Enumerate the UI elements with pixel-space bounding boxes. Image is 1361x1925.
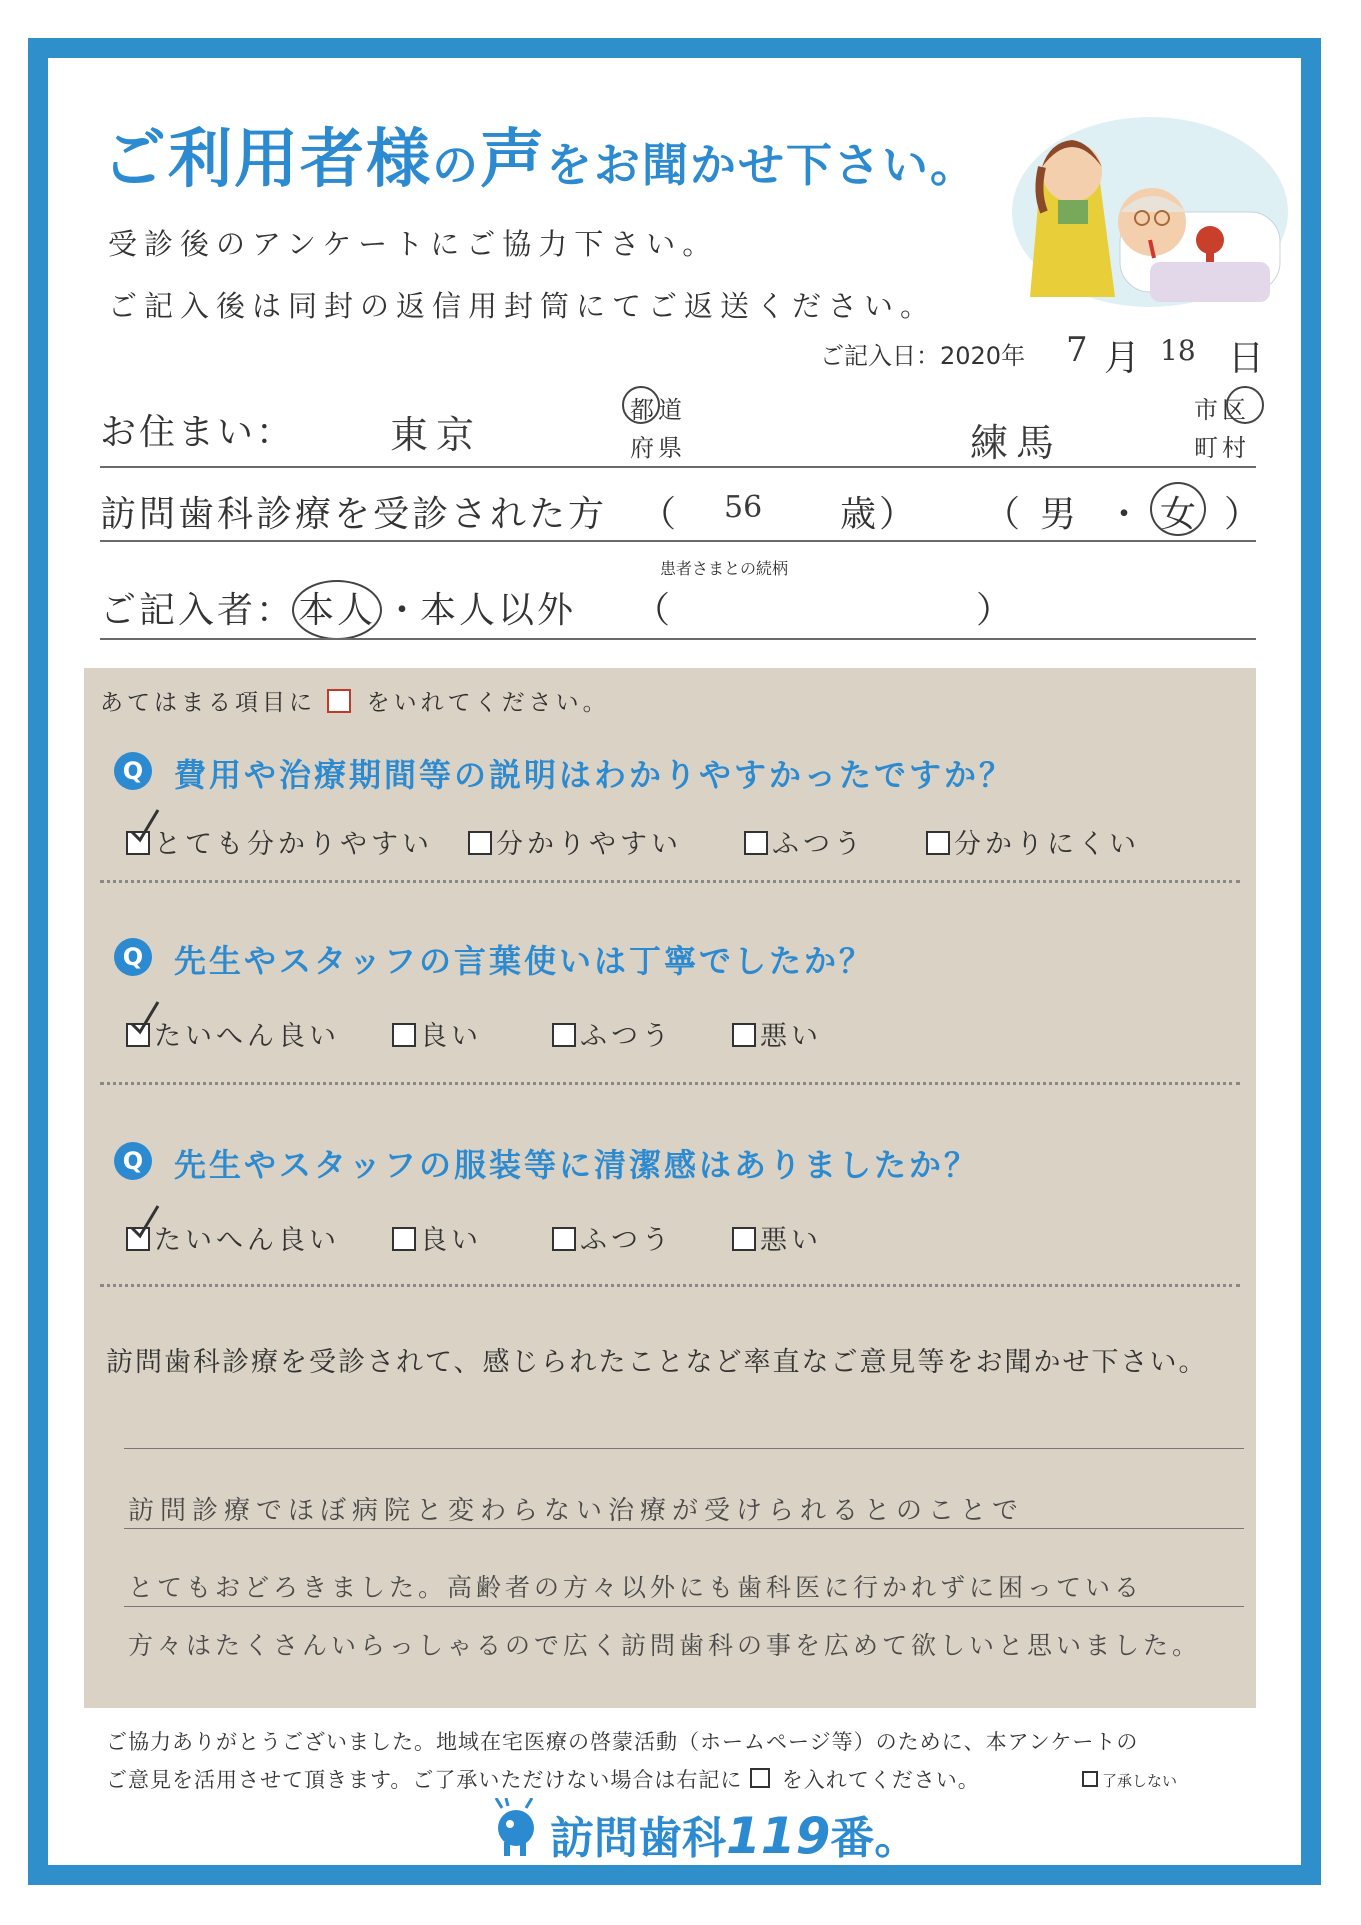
survey-instruction: あてはまる項目に をいれてください。 xyxy=(100,690,610,716)
gender-dot: ・ xyxy=(1106,494,1146,535)
q1-option-4[interactable]: 分かりにくい xyxy=(926,822,1140,861)
writer-dot: ・ xyxy=(384,590,424,631)
patient-rule xyxy=(100,540,1256,542)
q3-option-1[interactable]: たいへん良い xyxy=(126,1218,340,1257)
writer-other: 本人以外 xyxy=(420,590,577,631)
sample-checkbox-icon xyxy=(327,689,351,713)
q3-checkmark-icon xyxy=(126,1204,166,1244)
age-open-paren: （ xyxy=(640,494,680,535)
checkbox-icon[interactable] xyxy=(552,1227,576,1251)
comment-line-3: 方々はたくさんいらっしゃるので広く訪問歯科の事を広めて欲しいと思いました。 xyxy=(128,1631,1202,1660)
writer-rule xyxy=(100,638,1256,640)
question-1-text: 費用や治療期間等の説明はわかりやすかったですか？ xyxy=(174,756,1015,794)
q3-option-3[interactable]: ふつう xyxy=(552,1218,673,1257)
gender-open-paren: （ xyxy=(984,494,1024,535)
gender-female: 女 xyxy=(1160,494,1200,535)
form-title: ご利用者様の声をお聞かせ下さい。 xyxy=(102,123,978,197)
comment-rule-1 xyxy=(124,1448,1244,1449)
city-circle-mark xyxy=(1226,386,1264,424)
comment-prompt: 訪問歯科診療を受診されて、感じられたことなど率直なご意見等をお聞かせ下さい。 xyxy=(106,1347,1208,1378)
date-day: 18 xyxy=(1160,334,1196,367)
date-month-label: 月 xyxy=(1104,338,1141,379)
q1-checkmark-icon xyxy=(126,808,166,848)
q2-option-1[interactable]: たいへん良い xyxy=(126,1014,340,1053)
q3-option-2[interactable]: 良い xyxy=(392,1218,482,1257)
footer-line-2: ご意見を活用させて頂きます。ご了承いただけない場合は右記に を入れてください。 xyxy=(106,1768,980,1792)
comment-line-2: とてもおどろきました。高齢者の方々以外にも歯科医に行かれずに困っている xyxy=(128,1573,1144,1602)
address-label: お住まい： xyxy=(100,412,296,453)
q1-option-2[interactable]: 分かりやすい xyxy=(468,822,682,861)
writer-self: 本人 xyxy=(298,590,377,631)
caregiver-illustration xyxy=(1000,72,1290,312)
relation-open-paren: （ xyxy=(634,590,674,631)
gender-male: 男 xyxy=(1040,494,1080,535)
writer-circle-mark xyxy=(292,580,382,640)
q2-option-2[interactable]: 良い xyxy=(392,1014,482,1053)
intro-line-2: ご記入後は同封の返信用封筒にてご返送ください。 xyxy=(108,289,937,323)
logo-wordmark: 訪問歯科119番。 xyxy=(550,1807,919,1865)
date-day-label: 日 xyxy=(1228,338,1265,379)
pref-suffix-bottom: 府県 xyxy=(630,434,686,462)
question-3-text: 先生やスタッフの服装等に清潔感はありましたか？ xyxy=(174,1146,980,1184)
q1-divider xyxy=(100,880,1240,883)
address-city: 練馬 xyxy=(970,421,1063,465)
checkbox-icon[interactable] xyxy=(392,1227,416,1251)
pref-suffix-top: 都道 xyxy=(630,396,686,424)
comment-rule-2 xyxy=(124,1528,1244,1529)
address-prefecture: 東京 xyxy=(390,413,483,457)
city-suffix-top: 市区 xyxy=(1194,396,1250,424)
city-suffix-bottom: 町村 xyxy=(1194,434,1250,462)
q2-option-4[interactable]: 悪い xyxy=(732,1014,822,1053)
question-3-badge: Q xyxy=(114,1142,152,1180)
gender-circle-mark xyxy=(1150,482,1206,536)
checkbox-icon[interactable] xyxy=(552,1023,576,1047)
writer-label: ご記入者： xyxy=(100,590,296,631)
age-label: 歳） xyxy=(840,494,919,535)
checkbox-icon[interactable] xyxy=(392,1023,416,1047)
date-month: 7 xyxy=(1066,330,1088,370)
decline-checkbox-icon[interactable] xyxy=(1082,1771,1098,1787)
q2-divider xyxy=(100,1082,1240,1085)
patient-label: 訪問歯科診療を受診された方 xyxy=(100,494,608,535)
gender-close-paren: ） xyxy=(1224,494,1264,535)
checkbox-icon[interactable] xyxy=(732,1227,756,1251)
decline-option[interactable]: 了承しない xyxy=(1082,1770,1177,1791)
checkbox-icon[interactable] xyxy=(926,831,950,855)
q1-option-1[interactable]: とても分かりやすい xyxy=(126,822,433,861)
comment-line-1: 訪問診療でほぼ病院と変わらない治療が受けられるとのことで xyxy=(128,1496,1025,1526)
patient-age: 56 xyxy=(724,490,763,525)
comment-rule-3 xyxy=(124,1606,1244,1607)
date-label: ご記入日：2020年 xyxy=(820,342,1026,370)
relation-close-paren: ） xyxy=(976,590,1016,631)
question-1-badge: Q xyxy=(114,752,152,790)
pref-circle-mark xyxy=(622,386,660,424)
deer-mascot-icon xyxy=(488,1798,544,1858)
address-rule xyxy=(100,466,1256,468)
checkbox-icon[interactable] xyxy=(744,831,768,855)
intro-line-1: 受診後のアンケートにご協力下さい。 xyxy=(108,227,719,261)
q3-divider xyxy=(100,1284,1240,1287)
checkbox-icon[interactable] xyxy=(732,1023,756,1047)
footer-checkbox-icon xyxy=(750,1768,770,1788)
question-2-badge: Q xyxy=(114,938,152,976)
q2-option-3[interactable]: ふつう xyxy=(552,1014,673,1053)
question-2-text: 先生やスタッフの言葉使いは丁寧でしたか？ xyxy=(174,942,875,980)
q2-checkmark-icon xyxy=(126,1000,166,1040)
footer-line-1: ご協力ありがとうございました。地域在宅医療の啓蒙活動（ホームページ等）のために、本アンケートの xyxy=(106,1730,1139,1754)
q3-option-4[interactable]: 悪い xyxy=(732,1218,822,1257)
relation-caption: 患者さまとの続柄 xyxy=(660,559,789,578)
q1-option-3[interactable]: ふつう xyxy=(744,822,865,861)
checkbox-icon[interactable] xyxy=(468,831,492,855)
